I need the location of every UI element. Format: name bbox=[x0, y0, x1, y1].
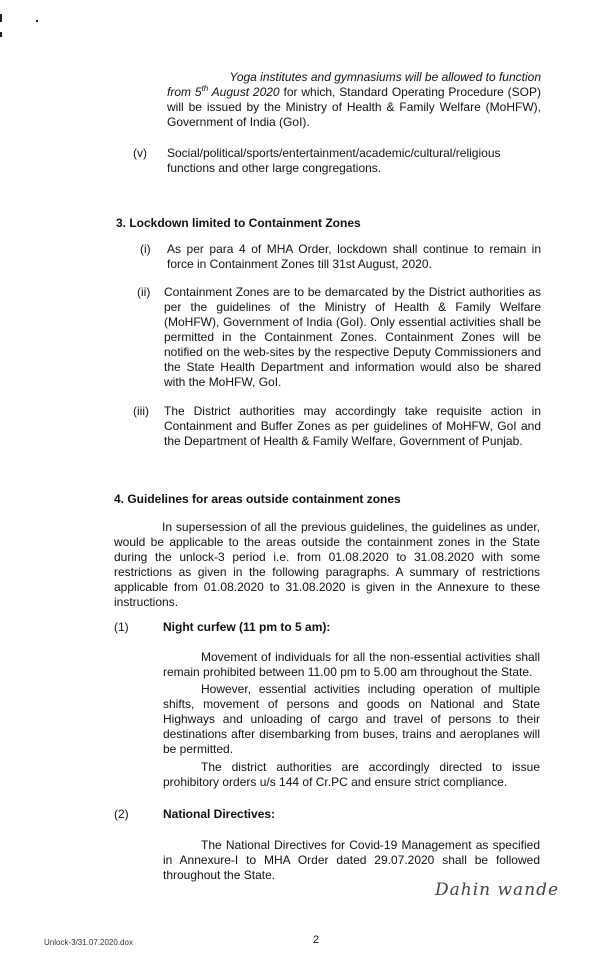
sub-1-paragraph: The district authorities are accordingly directed to issue prohibitory orders u/s 144 of Cr.PC and ensure strict compliance. bbox=[163, 760, 540, 789]
sub-1-number: (1) bbox=[114, 620, 129, 634]
signature: Dahin wande bbox=[435, 880, 560, 900]
item-v-text: Social/political/sports/entertainment/academic/cultural/religious functions and other large congregations. bbox=[167, 146, 501, 175]
s3-item-number: (iii) bbox=[133, 404, 149, 418]
intro-tail: for which, Standard Operating Procedure (SOP) will be issued by the Ministry of Health & Family Welfare (MoHFW), Government of India (GoI). bbox=[167, 85, 542, 129]
intro-date-prefix: from 5th August 2020 bbox=[167, 84, 280, 99]
intro-line-italic: Yoga institutes and gymnasiums will be allowed to function bbox=[229, 70, 541, 84]
s3-item-text: The District authorities may accordingly take requisite action in Containment and Buffer Zones as per guidelines of MoHFW, GoI and the Department of Health & Family Welfare, Government of Punjab. bbox=[164, 404, 541, 448]
sub-1-paragraph: However, essential activities including operation of multiple shifts, movement of persons and goods on National and State Highways and unloading of cargo and travel of persons to their destinations after disembarking from buses, trains and aeroplanes will be permitted. bbox=[163, 682, 540, 756]
sub-2-paragraph: The National Directives for Covid-19 Management as specified in Annexure-I to MHA Order dated 29.07.2020 shall be followed throughout the State. bbox=[163, 838, 540, 882]
intro-paragraph bbox=[167, 70, 541, 130]
page-number: 2 bbox=[313, 934, 320, 946]
s3-item-number: (ii) bbox=[137, 285, 151, 299]
s3-item-number: (i) bbox=[140, 242, 151, 256]
item-v-number: (v) bbox=[133, 146, 147, 160]
sub-1-heading: Night curfew (11 pm to 5 am): bbox=[163, 620, 331, 634]
sub-2-number: (2) bbox=[114, 807, 129, 821]
s3-item-text: Containment Zones are to be demarcated by the District authorities as per the guidelines of the Ministry of Health & Family Welfare (MoHFW), Government of India (GoI). Only essential activities shall be permitted in the Containment Zones. Containment Zones will be notified on the web-sites by the respective Deputy Commissioners and the State Health Department and information would also be shared with the MoHFW, GoI. bbox=[164, 285, 541, 389]
section-3-heading: 3. Lockdown limited to Containment Zones bbox=[116, 216, 361, 230]
scan-mark bbox=[36, 20, 38, 22]
section-4-heading: 4. Guidelines for areas outside containment zones bbox=[114, 492, 401, 506]
footer-filename: Unlock-3/31.07.2020.dox bbox=[44, 938, 133, 947]
s3-item-text: As per para 4 of MHA Order, lockdown shall continue to remain in force in Containment Zones till 31st August, 2020. bbox=[167, 242, 541, 271]
sub-1-paragraph: Movement of individuals for all the non-essential activities shall remain prohibited between 11.00 pm to 5.00 am throughout the State. bbox=[163, 650, 540, 679]
sub-2-heading: National Directives: bbox=[163, 807, 276, 821]
scan-mark bbox=[0, 32, 2, 37]
scan-mark bbox=[0, 14, 2, 22]
section-4-intro: In supersession of all the previous guidelines, the guidelines as under, would be applicable to the areas outside the containment zones in the State during the unlock-3 period i.e. from 01.08.2020 to 31.08.2020 with some restrictions as given in the following paragraphs. A summary of restrictions applicable from 01.08.2020 to 31.08.2020 is given in the Annexure to these instructions. bbox=[114, 520, 540, 609]
